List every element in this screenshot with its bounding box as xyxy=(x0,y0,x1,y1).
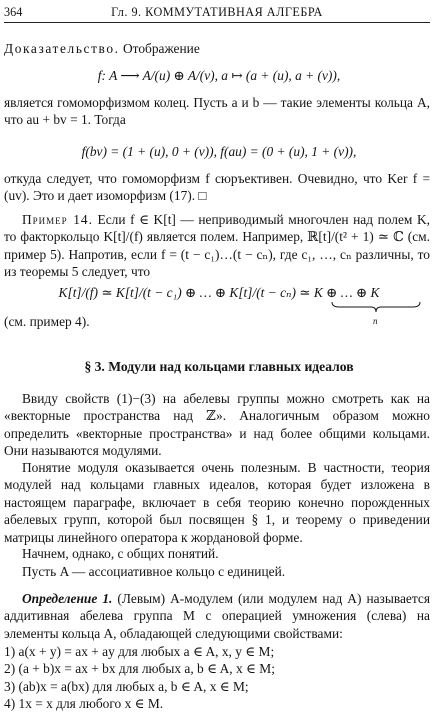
definition-properties xyxy=(4,643,430,713)
proof-paragraph-1: является гомоморфизмом колец. Пусть a и b — такие элементы кольца A, что au + bv = 1. Тогда xyxy=(4,95,430,128)
definition-text: (Левым) A-модулем (или модулем над A) называется аддитивная абелева группа M с операцией умножения (слева) на элементы кольца A, обладающей следующими свойствами: xyxy=(4,591,430,641)
example-after: (см. пример 4). xyxy=(4,314,90,329)
section-title: § 3. Модули над кольцами главных идеалов xyxy=(84,359,354,374)
definition-lead: Определение 1. xyxy=(22,591,113,606)
property-item: 4) 1x = x для любого x ∈ M. xyxy=(4,696,164,712)
proof-intro-text: Отображение xyxy=(122,41,200,56)
running-title: Гл. 9. КОММУТАТИВНАЯ АЛГЕБРА xyxy=(111,5,323,19)
body-paragraph-3: Начнем, однако, с общих понятий. xyxy=(22,546,219,561)
formula-f-bv-f-au: f(bv) = (1 + (u), 0 + (v)), f(au) = (0 + (u), 1 + (v)), xyxy=(81,144,357,159)
body-paragraph-1: Ввиду свойств (1)−(3) на абелевы группы можно смотреть как на «векторные пространства над ℤ». Аналогичным образом можно определить «векторные пространства» и над более общими кольцами. Они называются модулями. xyxy=(4,391,430,459)
proof-lead: Доказательство. xyxy=(4,41,120,56)
page-number: 364 xyxy=(4,5,23,19)
property-item: 3) (ab)x = a(bx) для любых a, b ∈ A, x ∈ M; xyxy=(4,678,249,694)
example-14 xyxy=(4,211,430,281)
underbrace xyxy=(331,301,421,313)
map-formula: f: A ⟶ A/(u) ⊕ A/(v), a ↦ (a + (u), a + (v)), xyxy=(97,68,341,83)
example-formula: K[t]/(f) ≃ K[t]/(t − c₁) ⊕ … ⊕ K[t]/(t − cₙ) ≃ K ⊕ … ⊕ K xyxy=(58,285,380,300)
proof-intro xyxy=(4,40,430,57)
example-text: Если f ∈ K[t] — неприводимый многочлен над полем K, то факторкольцо K[t]/(f) является полем. Например, ℝ[t]/(t² + 1) ≃ ℂ (см. пример 5). Напротив, если f = (t − c₁)…(t − cₙ), где c₁, …, cₙ различны, то из теоремы 5 следует, что xyxy=(4,212,430,280)
underbrace-label: n xyxy=(373,316,378,326)
body-paragraph-2: Понятие модуля оказывается очень полезным. В частности, теория модулей над кольцами главных идеалов, которая будет изложена в настоящем параграфе, включает в себя теорию конечно порожденных абелевых групп, которой был посвящен § 1, и теорему о приведении матрицы линейного оператора к жордановой форме. xyxy=(4,460,430,545)
running-header xyxy=(4,4,430,23)
definition-1 xyxy=(4,590,430,642)
body-paragraph-4: Пусть A — ассоциативное кольцо с единицей. xyxy=(22,564,286,579)
proof-paragraph-2: откуда следует, что гомоморфизм f сюръективен. Очевидно, что Ker f = (uv). Это и дает изоморфизм (17). □ xyxy=(4,171,430,204)
example-lead: Пример 14. xyxy=(22,212,93,227)
property-item: 1) a(x + y) = ax + ay для любых a ∈ A, x, y ∈ M; xyxy=(4,644,275,659)
property-item: 2) (a + b)x = ax + bx для любых a, b ∈ A, x ∈ M; xyxy=(4,661,275,677)
